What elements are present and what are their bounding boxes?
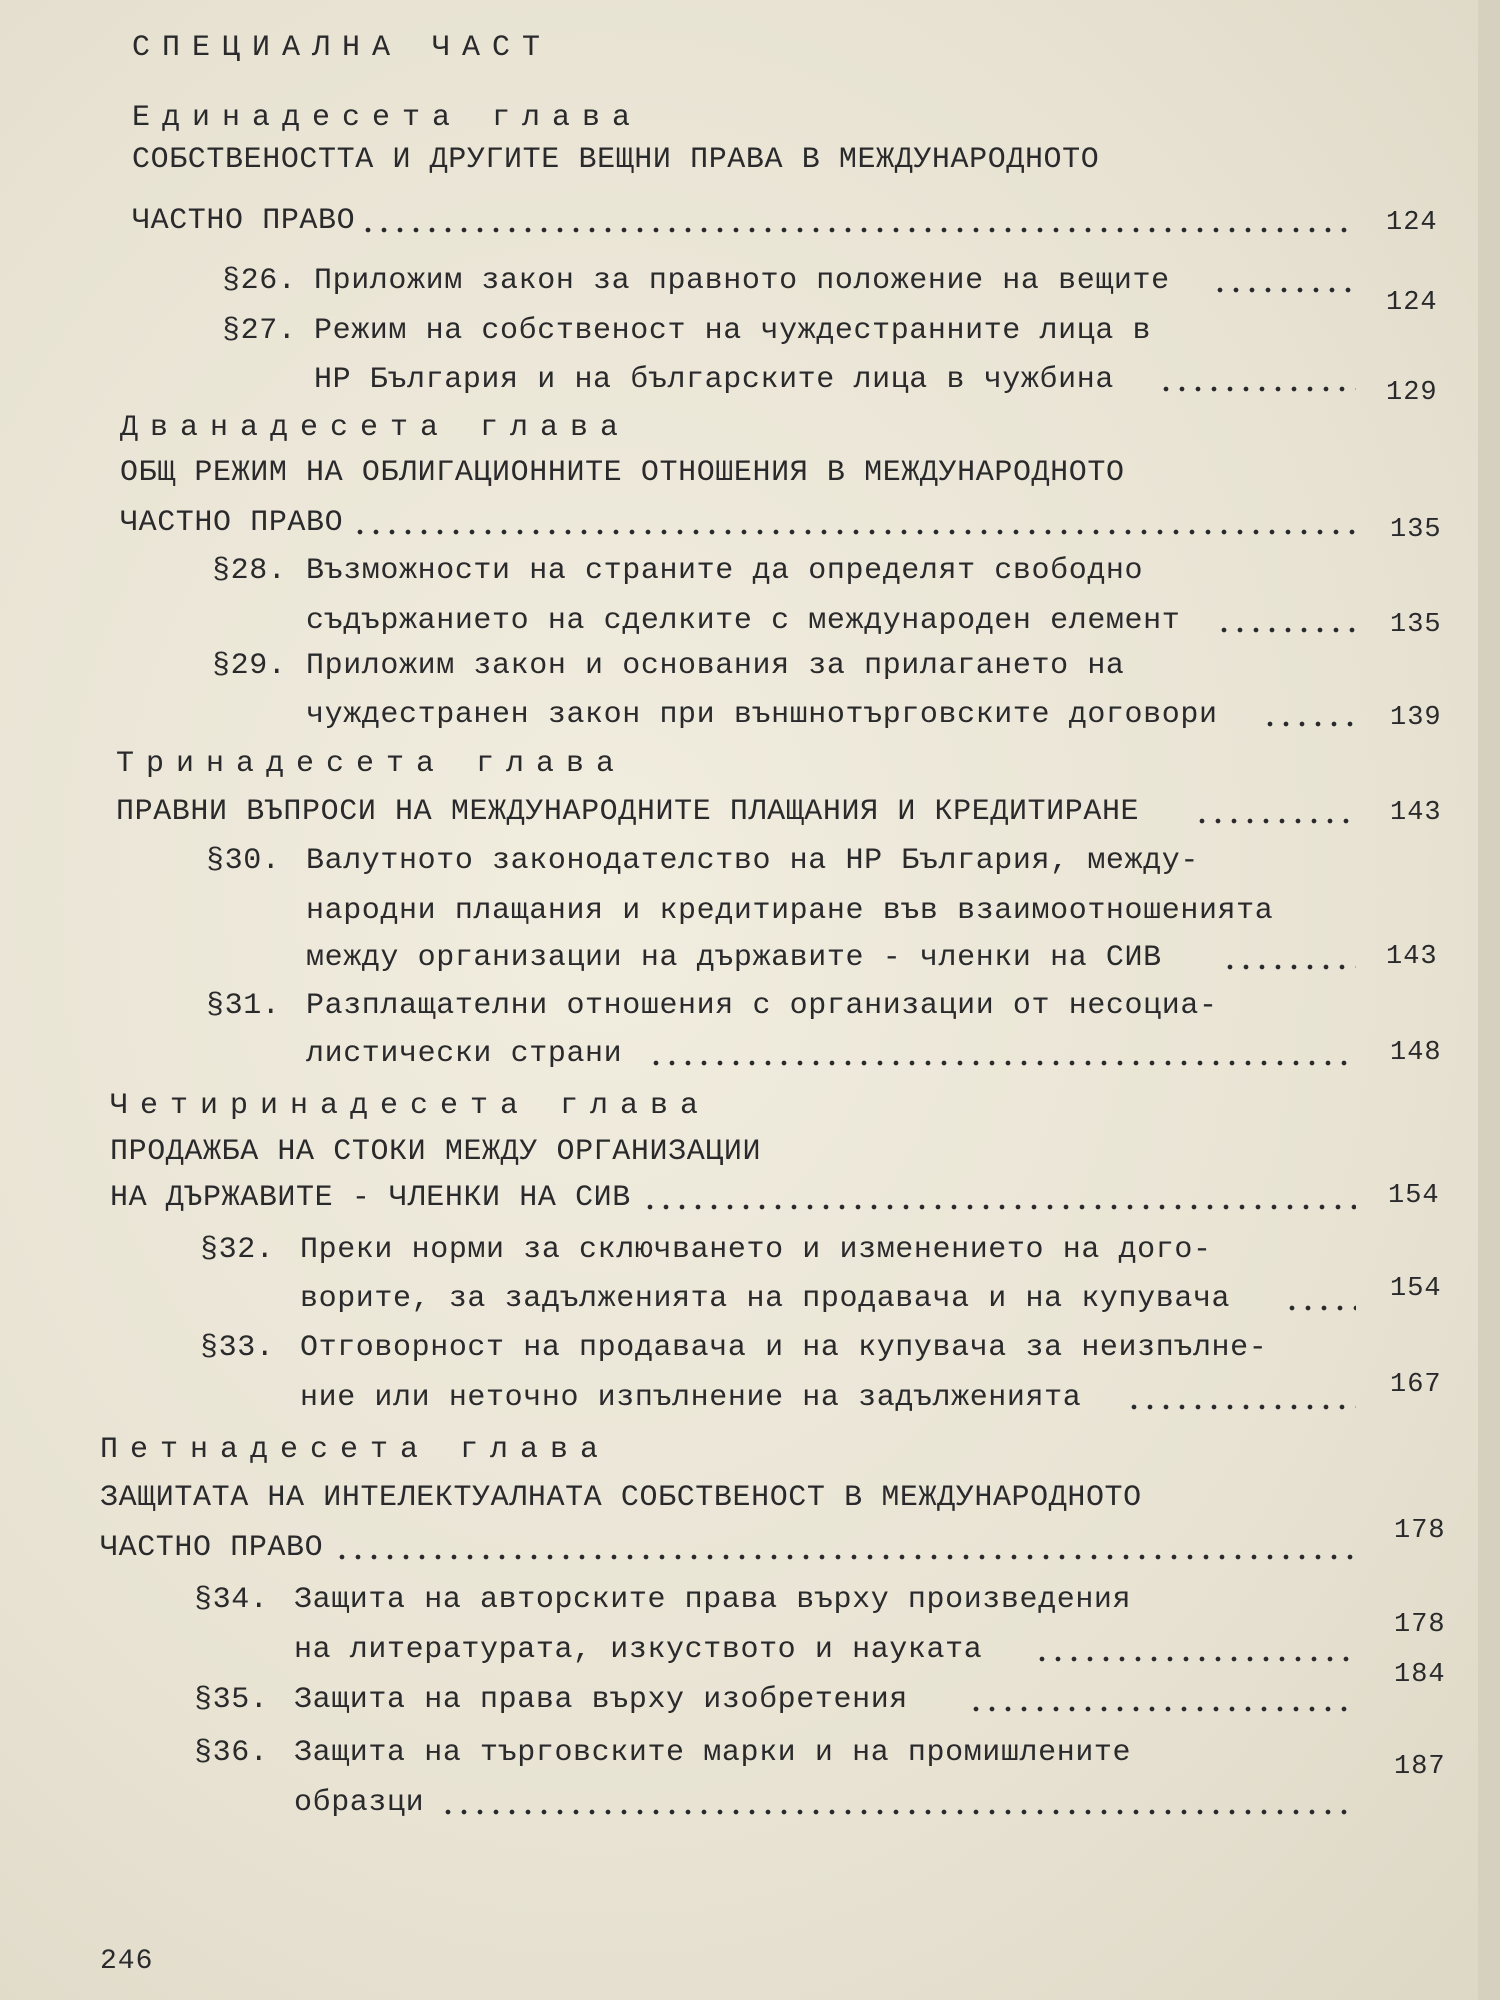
dot-leader <box>440 1785 1356 1821</box>
chapter-14-label: Четиринадесета глава <box>110 1089 711 1123</box>
section-36-title: Защита на търговските марки и на промишлените <box>294 1736 1132 1770</box>
page-number: 139 <box>1390 703 1442 733</box>
chapter-11-label: Единадесета глава <box>132 101 643 135</box>
folio-page-number: 246 <box>100 1946 154 1977</box>
page-number: 148 <box>1390 1038 1442 1068</box>
page-number: 135 <box>1390 610 1442 640</box>
section-36-number: §36. <box>194 1736 269 1770</box>
chapter-15-title: ЗАЩИТАТА НА ИНТЕЛЕКТУАЛНАТА СОБСТВЕНОСТ В МЕЖДУНАРОДНОТО <box>100 1481 1142 1515</box>
page-number: 129 <box>1386 378 1438 408</box>
page-number: 143 <box>1386 942 1438 972</box>
page-number: 124 <box>1386 208 1438 238</box>
section-28-title-end: съдържанието на сделките с международен елемент <box>306 604 1181 638</box>
section-33-number: §33. <box>200 1331 275 1365</box>
section-29-title: Приложим закон и основания за прилагането на <box>306 649 1125 683</box>
page-number: 178 <box>1394 1610 1446 1640</box>
page-number: 187 <box>1394 1752 1446 1782</box>
section-27-title-end: НР България и на българските лица в чужбина <box>314 363 1114 397</box>
dot-leader <box>1222 940 1356 976</box>
dot-leader <box>352 505 1356 541</box>
dot-leader <box>1212 263 1356 299</box>
dot-leader <box>1158 362 1356 398</box>
section-36-title-end: образци <box>294 1786 425 1820</box>
section-32-title: Преки норми за сключването и изменението на дого- <box>300 1233 1212 1267</box>
chapter-12-title: ОБЩ РЕЖИМ НА ОБЛИГАЦИОННИТЕ ОТНОШЕНИЯ В МЕЖДУНАРОДНОТО <box>120 456 1125 490</box>
chapter-15-title-end: ЧАСТНО ПРАВО <box>100 1531 324 1565</box>
section-27-number: §27. <box>222 314 297 348</box>
chapter-12-title-end: ЧАСТНО ПРАВО <box>120 506 344 540</box>
section-28-title: Възможности на страните да определят свободно <box>306 554 1144 588</box>
section-28-number: §28. <box>212 554 287 588</box>
section-30-number: §30. <box>206 844 281 878</box>
dot-leader <box>642 1180 1356 1216</box>
page-number: 124 <box>1386 288 1438 318</box>
section-26-title: Приложим закон за правното положение на вещите <box>314 264 1170 298</box>
section-33-title-end: ние или неточно изпълнение на задълженията <box>300 1381 1082 1415</box>
section-30-title: Валутното законодателство на НР България, между- <box>306 844 1199 878</box>
section-32-title-end: ворите, за задълженията на продавача и на купувача <box>300 1282 1231 1316</box>
dot-leader <box>360 203 1356 239</box>
chapter-11-title: СОБСТВЕНОСТТА И ДРУГИТЕ ВЕЩНИ ПРАВА В МЕЖДУНАРОДНОТО <box>132 143 1100 177</box>
section-26-number: §26. <box>222 264 297 298</box>
page-number: 178 <box>1394 1516 1446 1546</box>
section-34-title-end: на литературата, изкуството и науката <box>294 1633 983 1667</box>
chapter-13-title: ПРАВНИ ВЪПРОСИ НА МЕЖДУНАРОДНИТЕ ПЛАЩАНИЯ И КРЕДИТИРАНЕ <box>116 795 1140 829</box>
section-35-title: Защита на права върху изобретения <box>294 1683 908 1717</box>
chapter-14-title: ПРОДАЖБА НА СТОКИ МЕЖДУ ОРГАНИЗАЦИИ <box>110 1135 762 1169</box>
section-33-title: Отговорност на продавача и на купувача за неизпълне- <box>300 1331 1268 1365</box>
section-34-title: Защита на авторските права върху произведения <box>294 1583 1132 1617</box>
dot-leader <box>1216 603 1356 639</box>
section-31-title-end: листически страни <box>306 1037 623 1071</box>
chapter-14-title-end: НА ДЪРЖАВИТЕ - ЧЛЕНКИ НА СИВ <box>110 1181 631 1215</box>
section-31-number: §31. <box>206 989 281 1023</box>
section-30-title-end: между организации на държавите - членки на СИВ <box>306 941 1162 975</box>
page-number: 135 <box>1390 515 1442 545</box>
chapter-11-title-end: ЧАСТНО ПРАВО <box>132 204 356 238</box>
section-31-title: Разплащателни отношения с организации от несоциа- <box>306 989 1218 1023</box>
dot-leader <box>1126 1380 1356 1416</box>
dot-leader <box>1034 1632 1356 1668</box>
section-35-number: §35. <box>194 1683 269 1717</box>
section-29-title-end: чуждестранен закон при външнотърговските договори <box>306 698 1218 732</box>
chapter-12-label: Дванадесета глава <box>120 411 631 445</box>
page-number: 184 <box>1394 1660 1446 1690</box>
chapter-13-label: Тринадесета глава <box>116 747 627 781</box>
page-number: 154 <box>1388 1181 1440 1211</box>
dot-leader <box>648 1036 1356 1072</box>
page-number: 167 <box>1390 1370 1442 1400</box>
section-29-number: §29. <box>212 649 287 683</box>
chapter-15-label: Петнадесета глава <box>100 1433 611 1467</box>
section-34-number: §34. <box>194 1583 269 1617</box>
section-27-title: Режим на собственост на чуждестранните лица в <box>314 314 1152 348</box>
section-32-number: §32. <box>200 1233 275 1267</box>
page-number: 154 <box>1390 1274 1442 1304</box>
dot-leader <box>1262 697 1356 733</box>
part-title: СПЕЦИАЛНА ЧАСТ <box>132 31 553 65</box>
dot-leader <box>1284 1281 1356 1317</box>
dot-leader <box>968 1682 1356 1718</box>
dot-leader <box>1194 794 1356 830</box>
page-number: 143 <box>1390 798 1442 828</box>
dot-leader <box>334 1530 1356 1566</box>
section-30-title-cont: народни плащания и кредитиране във взаимоотношенията <box>306 894 1274 928</box>
